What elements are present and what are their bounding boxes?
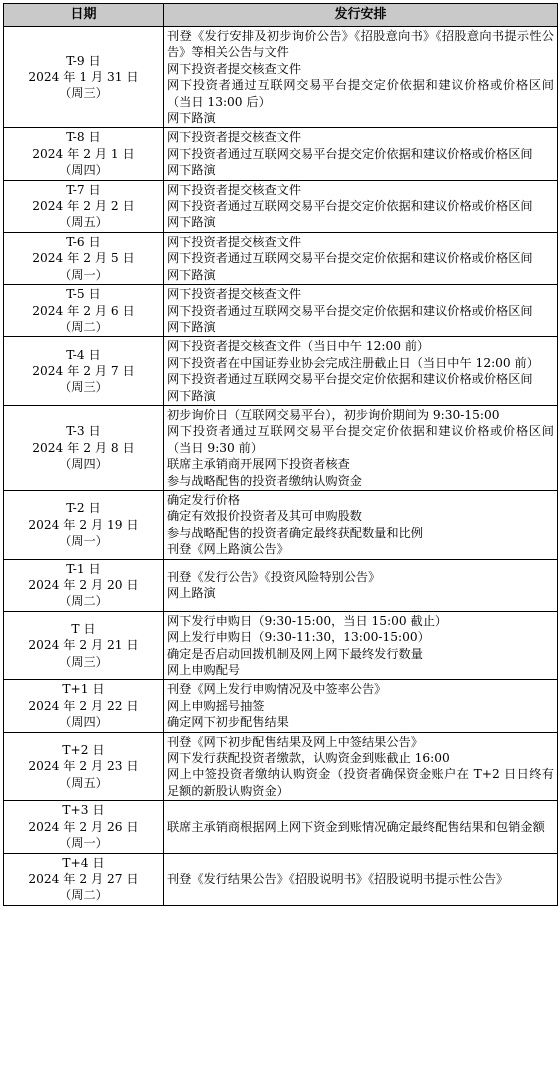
task-line: 网上发行申购日（9:30-11:30，13:00-15:00） [167,630,430,645]
table-row [4,232,558,284]
arrangement-cell [164,232,558,284]
arrangement-cell [164,732,558,801]
task-line: 刊登《发行公告》《投资风险特别公告》 [167,569,381,584]
date-cell [4,337,164,406]
arrangement-cell [164,559,558,611]
calendar-date: 2024 年 2 月 27 日 [28,871,139,886]
task-line: 参与战略配售的投资者缴纳认购资金 [167,473,362,488]
day-offset: T-9 日 [66,53,101,68]
calendar-date: 2024 年 2 月 7 日 [32,363,135,378]
arrangement-cell [164,180,558,232]
task-line: 刊登《网下初步配售结果及网上中签结果公告》 [167,734,423,749]
task-line: 确定发行价格 [167,492,241,507]
day-offset: T-4 日 [66,347,101,362]
date-cell [4,559,164,611]
task-line: 确定是否启动回拨机制及网上网下最终发行数量 [167,646,423,661]
table-row [4,490,558,559]
date-cell [4,128,164,180]
date-cell [4,27,164,128]
day-offset: T+3 日 [62,803,105,818]
task-line: 确定有效报价投资者及其可申购股数 [167,509,362,524]
task-line: 网下投资者通过互联网交易平台提交定价依据和建议价格或价格区间 [167,146,533,161]
calendar-date: 2024 年 2 月 1 日 [32,146,135,161]
date-cell [4,232,164,284]
weekday: （周三） [59,654,108,669]
day-offset: T+4 日 [62,855,105,870]
day-offset: T+2 日 [62,742,105,757]
task-line: 网下投资者通过互联网交易平台提交定价依据和建议价格或价格区间 [167,303,533,318]
arrangement-cell [164,405,558,490]
date-cell [4,853,164,905]
task-line: 网下投资者提交核查文件 [167,182,302,197]
calendar-date: 2024 年 2 月 23 日 [28,759,139,774]
task-line: 初步询价日（互联网交易平台），初步询价期间为 9:30-15:00 [167,407,500,422]
date-cell [4,490,164,559]
task-line: 网下路演 [167,215,216,230]
table-row [4,128,558,180]
arrangement-cell [164,27,558,128]
day-offset: T-1 日 [66,561,101,576]
task-line: 网下路演 [167,267,216,282]
arrangement-cell [164,853,558,905]
weekday: （周三） [59,86,108,101]
calendar-date: 2024 年 2 月 20 日 [28,578,139,592]
day-offset: T-3 日 [66,424,101,439]
schedule-body [4,27,558,906]
weekday: （周五） [59,775,108,790]
date-cell [4,285,164,337]
table-row [4,853,558,905]
task-line: 刊登《网上路演公告》 [167,542,289,557]
task-line: 网下投资者通过互联网交易平台提交定价依据和建议价格或价格区间（当日 13:00 后） [167,78,554,109]
table-row [4,285,558,337]
weekday: （周五） [59,215,108,230]
arrangement-cell [164,337,558,406]
weekday: （周四） [59,457,108,472]
day-offset: T-5 日 [66,287,101,302]
task-line: 网下发行获配投资者缴款，认购资金到账截止 16:00 [167,751,450,766]
table-row [4,732,558,801]
task-line: 网下路演 [167,163,216,178]
task-line: 网下投资者提交核查文件 [167,234,302,249]
task-line: 网下投资者提交核查文件 [167,61,302,76]
weekday: （周一） [59,836,108,851]
task-line: 确定网下初步配售结果 [167,715,289,730]
task-line: 网下路演 [167,388,216,403]
calendar-date: 2024 年 2 月 26 日 [28,819,139,834]
task-line: 网上路演 [167,586,216,601]
calendar-date: 2024 年 2 月 2 日 [32,199,135,214]
calendar-date: 2024 年 2 月 21 日 [28,638,139,653]
calendar-date: 2024 年 2 月 8 日 [32,440,135,455]
weekday: （周四） [59,163,108,178]
table-row [4,801,558,853]
weekday: （周三） [59,380,108,395]
task-line: 联席主承销商开展网下投资者核查 [167,457,350,472]
weekday: （周四） [59,715,108,730]
day-offset: T 日 [71,622,96,637]
day-offset: T-7 日 [66,182,101,197]
task-line: 网下投资者提交核查文件 [167,287,302,302]
task-line: 网下投资者提交核查文件 [167,130,302,145]
task-line: 网上申购摇号抽签 [167,698,265,713]
table-row [4,337,558,406]
table-row [4,680,558,732]
issuance-schedule-table [3,3,558,906]
weekday: （周一） [59,267,108,282]
calendar-date: 2024 年 2 月 6 日 [32,303,135,318]
day-offset: T-8 日 [66,130,101,145]
header-arrangement: 发行安排 [164,4,558,27]
weekday: （周二） [59,319,108,334]
task-line: 网下投资者通过互联网交易平台提交定价依据和建议价格或价格区间（当日 9:30 前） [167,424,554,455]
task-line: 联席主承销商根据网上网下资金到账情况确定最终配售结果和包销金额 [167,819,545,834]
arrangement-cell [164,128,558,180]
task-line: 网下投资者通过互联网交易平台提交定价依据和建议价格或价格区间 [167,372,533,387]
task-line: 参与战略配售的投资者确定最终获配数量和比例 [167,525,423,540]
task-line: 网下路演 [167,111,216,126]
date-cell [4,180,164,232]
task-line: 刊登《网上发行申购情况及中签率公告》 [167,682,387,697]
task-line: 网下投资者通过互联网交易平台提交定价依据和建议价格或价格区间 [167,251,533,266]
table-row [4,559,558,611]
header-row [4,4,558,27]
task-line: 网下路演 [167,319,216,334]
table-row [4,27,558,128]
arrangement-cell [164,801,558,853]
task-line: 网下发行申购日（9:30-15:00，当日 15:00 截止） [167,613,448,628]
table-row [4,180,558,232]
task-line: 网下投资者通过互联网交易平台提交定价依据和建议价格或价格区间 [167,199,533,214]
date-cell [4,680,164,732]
calendar-date: 2024 年 2 月 19 日 [28,517,139,532]
weekday: （周二） [59,888,108,903]
arrangement-cell [164,285,558,337]
header-date: 日期 [4,4,164,27]
weekday: （周二） [59,594,108,609]
calendar-date: 2024 年 2 月 5 日 [32,251,135,266]
arrangement-cell [164,490,558,559]
date-cell [4,611,164,680]
date-cell [4,732,164,801]
date-cell [4,801,164,853]
day-offset: T-2 日 [66,501,101,516]
task-line: 刊登《发行结果公告》《招股说明书》《招股说明书提示性公告》 [167,871,509,886]
arrangement-cell [164,680,558,732]
table-row [4,611,558,680]
task-line: 网上申购配号 [167,663,241,678]
task-line: 刊登《发行安排及初步询价公告》《招股意向书》《招股意向书提示性公告》等相关公告与文件 [167,29,554,60]
date-cell [4,405,164,490]
table-row [4,405,558,490]
task-line: 网下投资者在中国证券业协会完成注册截止日（当日中午 12:00 前） [167,355,539,370]
task-line: 网下投资者提交核查文件（当日中午 12:00 前） [167,339,430,354]
weekday: （周一） [59,533,108,548]
arrangement-cell [164,611,558,680]
calendar-date: 2024 年 2 月 22 日 [28,698,139,713]
task-line: 网上中签投资者缴纳认购资金（投资者确保资金账户在 T+2 日日终有足额的新股认购资金） [167,767,554,798]
day-offset: T+1 日 [62,682,105,697]
day-offset: T-6 日 [66,234,101,249]
calendar-date: 2024 年 1 月 31 日 [28,70,139,85]
